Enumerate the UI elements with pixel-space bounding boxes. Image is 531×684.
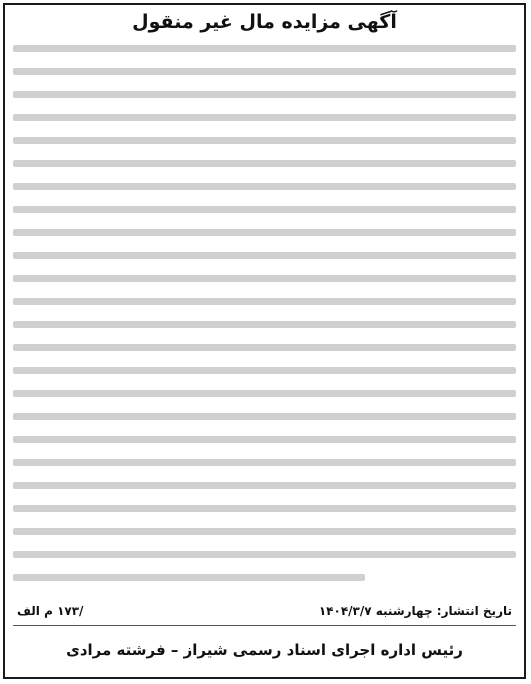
auction-notice [3,3,526,679]
footer-divider [13,625,516,626]
body-line [13,160,516,167]
body-line [13,114,516,121]
body-line [13,137,516,144]
body-line [13,298,516,305]
body-line [13,45,516,52]
body-line [13,321,516,328]
body-line [13,183,516,190]
notice-body [13,41,516,597]
body-line [13,436,516,443]
signature-line: رئیس اداره اجرای اسناد رسمی شیراز – فرشته مرادی [66,641,463,659]
body-line [13,252,516,259]
body-line [13,206,516,213]
body-line [13,413,516,420]
body-line [13,367,516,374]
body-line [13,482,516,489]
body-line [13,505,516,512]
notice-number: /۱۷۳ م الف [17,604,84,618]
body-line [13,390,516,397]
body-line [13,68,516,75]
body-line [13,574,365,581]
body-line [13,459,516,466]
body-line [13,528,516,535]
publish-date: تاریخ انتشار: چهارشنبه ۱۴۰۴/۳/۷ [318,604,512,618]
body-line [13,275,516,282]
body-line [13,551,516,558]
body-line [13,344,516,351]
notice-title: آگهی مزایده مال غیر منقول [132,11,397,33]
body-line [13,229,516,236]
body-line [13,91,516,98]
